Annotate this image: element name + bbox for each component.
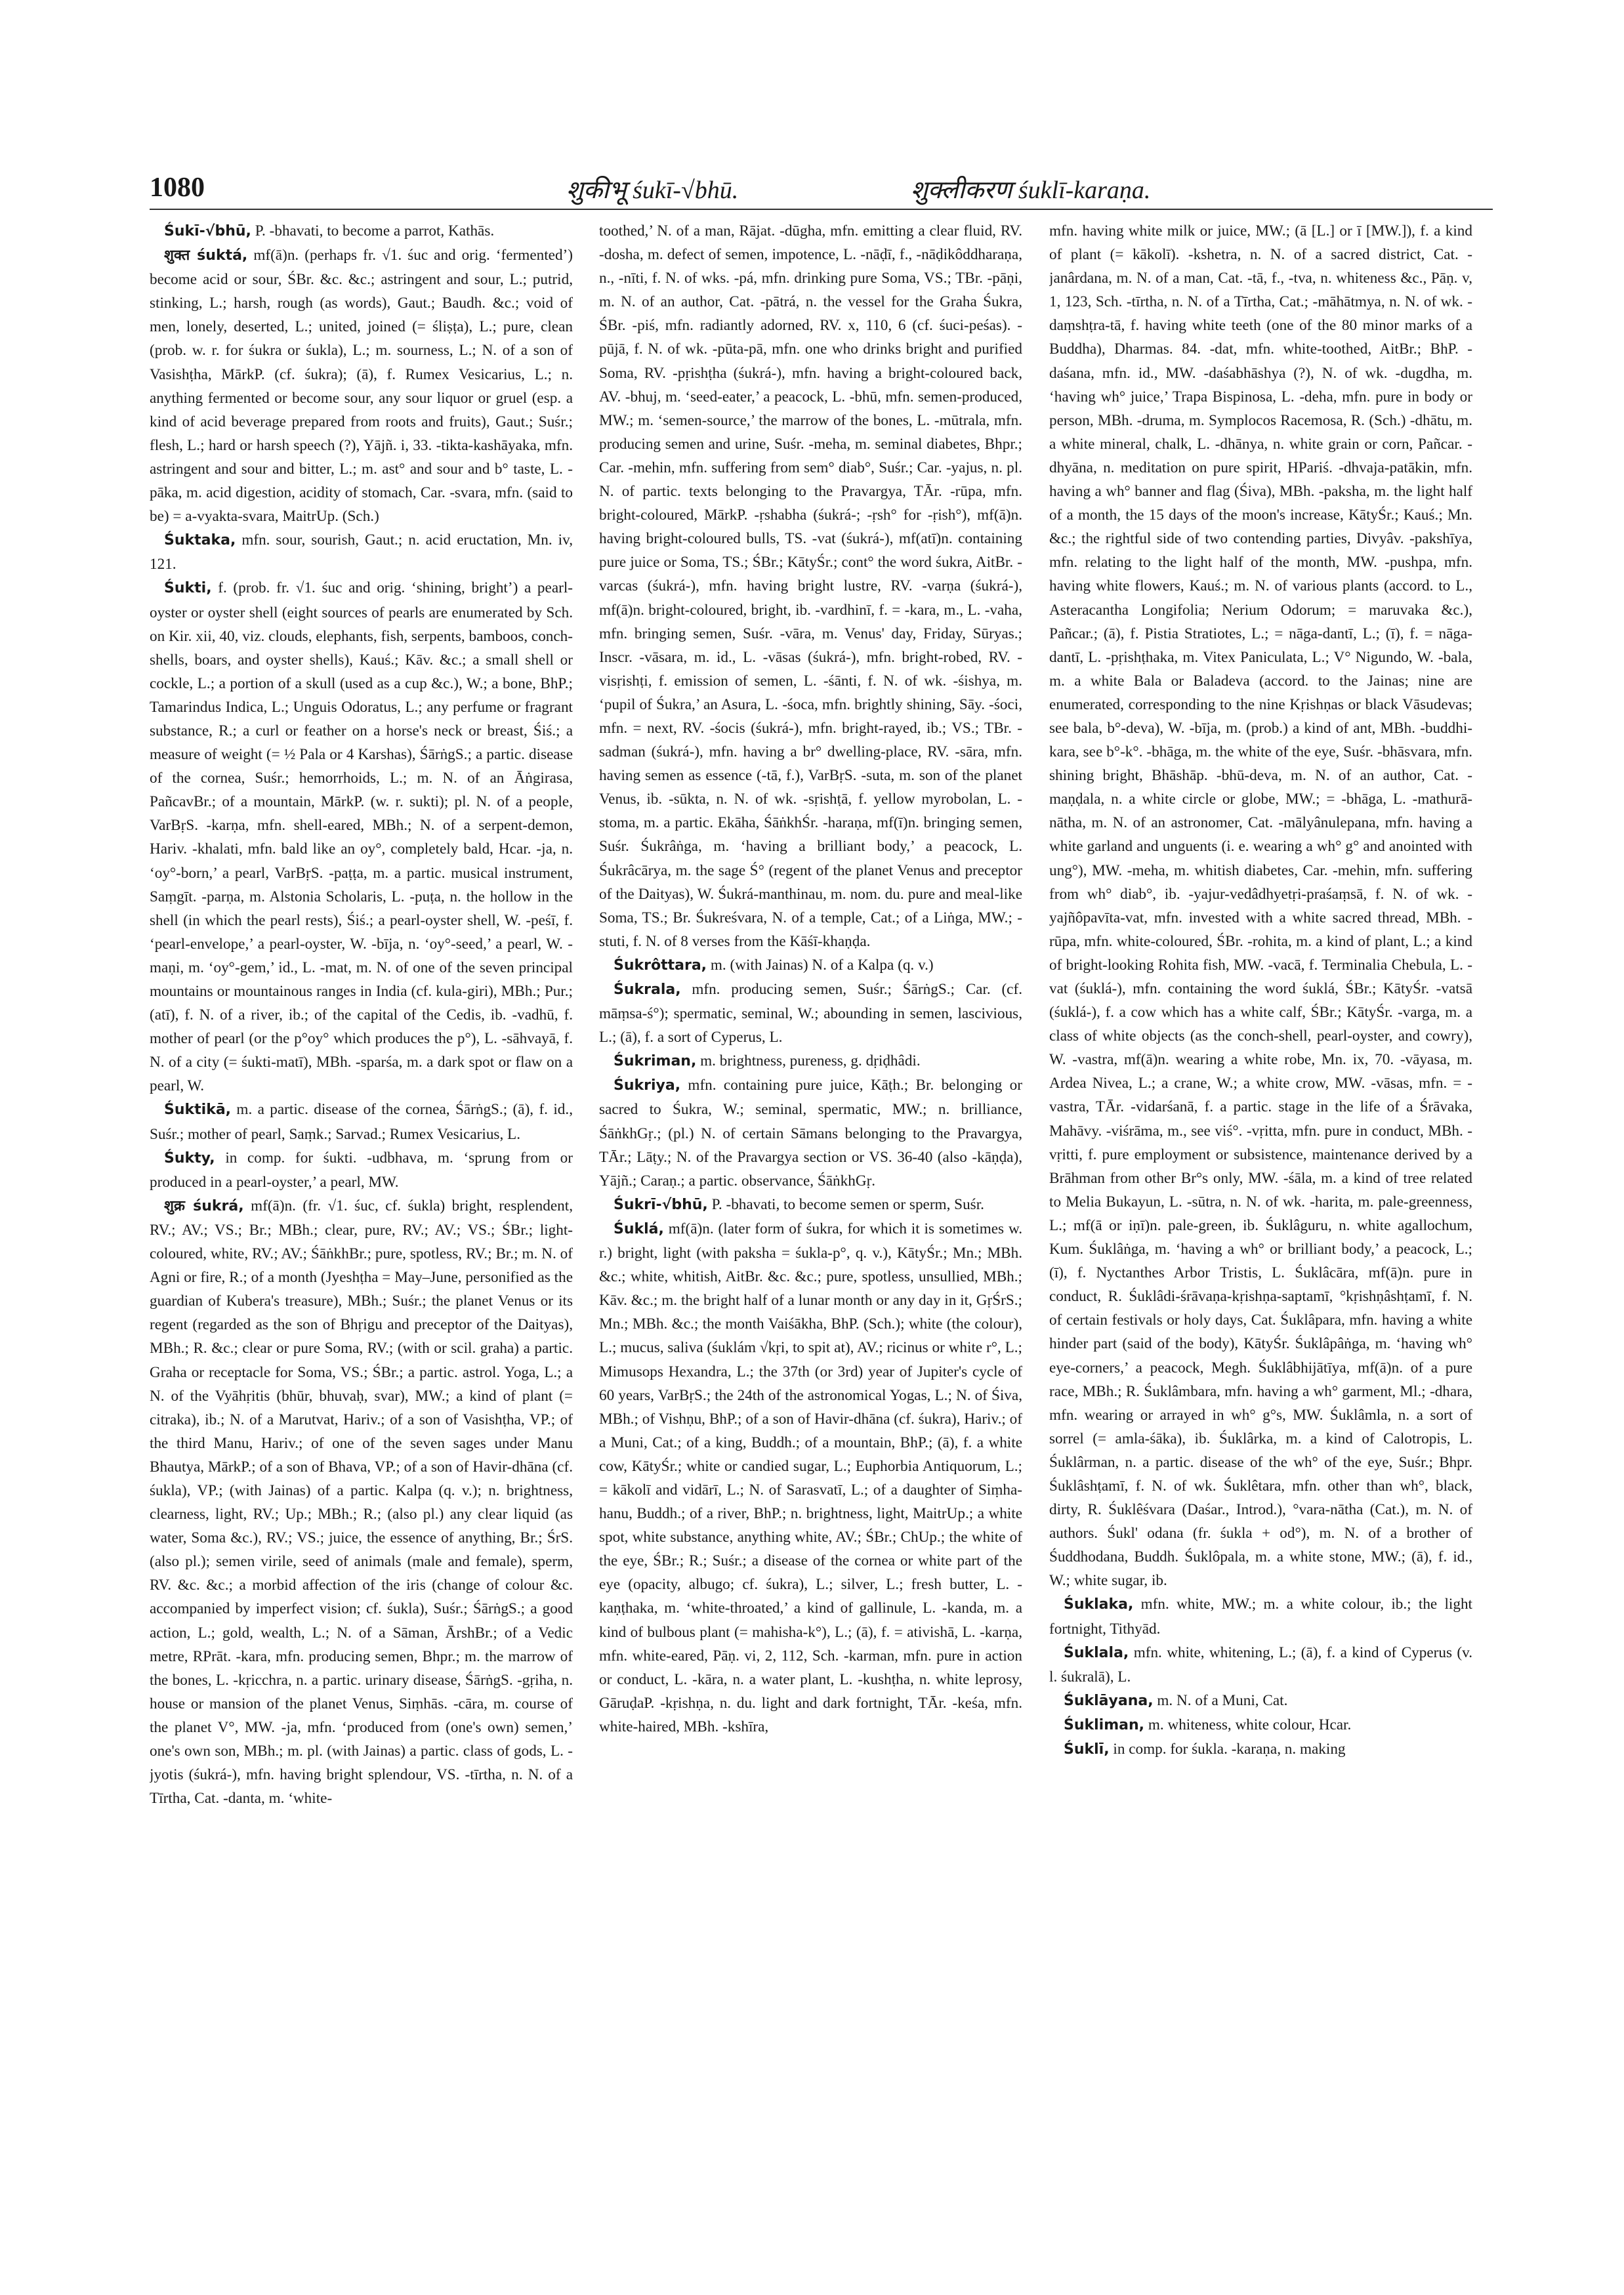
dictionary-entry [1049,1737,1472,1762]
left-running-headword: शुकीभू śukī-√bhū. [566,176,739,204]
dictionary-entry [150,219,573,243]
dictionary-entry [150,243,573,528]
entry-headword: Śuklala, [1064,1644,1129,1661]
dictionary-entry [150,1098,573,1146]
entry-headword: Śukī-√bhū, [164,223,251,239]
header-rule [150,209,1493,210]
entry-definition: in comp. for śukti. -udbhava, m. ‘sprung from or produced in a pearl-oyster,’ a pearl, MW. [150,1149,573,1191]
entry-headword: Śuktaka, [164,532,236,549]
dictionary-entry [1049,1689,1472,1713]
entry-definition: mfn. containing pure juice, Kāṭh.; Br. belonging or sacred to Śukra, W.; seminal, spermatic, MW.; n. brilliance, ŚāṅkhGṛ.; (pl.) N. of certain Sāmans belonging to the Pravargya, TĀr.; Lāṭy.; N. of the Pravargya section or VS. 36-40 (also -kāṇḍa), Yājñ.; Caraṇ.; a partic. observance, ŚāṅkhGṛ. [599,1077,1022,1189]
entry-definition: mfn. white, whitening, L.; (ā), f. a kind of Cyperus (v. l. śukralā), L. [1049,1644,1472,1685]
entry-headword: Śuktikā, [164,1102,232,1119]
dictionary-entry [150,1146,573,1194]
entry-headword: Śukti, [164,580,212,597]
entry-definition: mfn. white, MW.; m. a white colour, ib.; the light fortnight, Tithyād. [1049,1596,1472,1638]
entry-headword: Śuklaka, [1064,1596,1134,1613]
entry-definition: f. (prob. fr. √1. śuc and orig. ‘shining, bright’) a pearl-oyster or oyster shell (eight sources of pearls are enumerated by Sch. on Kir. xii, 40, viz. clouds, elephants, fish, serpents, bamboos, conch-shells, boars, and oyster shells), Kauś.; Kāv. &c.; a small shell or cockle, L.; a portion of a skull (used as a cup &c.), W.; a bone, BhP.; Tamarindus Indica, L.; Unguis Odoratus, L.; any perfume or fragrant substance, R.; a curl or feather on a horse's neck or breast, Śiś.; a measure of weight (= ½ Pala or 4 Karshas), ŚārṅgS.; a partic. disease of the cornea, Suśr.; hemorrhoids, L.; m. N. of an Āṅgirasa, PañcavBr.; of a mountain, MārkP. (w. r. sukti); pl. N. of a people, VarBṛS. -karṇa, mfn. shell-eared, MBh.; N. of a serpent-demon, Hariv. -khalati, mfn. bald like an oy°, completely bald, Hcar. -ja, n. ‘oy°-born,’ a pearl, VarBṛS. -paṭṭa, m. a partic. musical instrument, Saṃgīt. -parṇa, m. Alstonia Scholaris, L. -puṭa, n. the hollow in the shell (in which the pearl rests), Śiś.; a pearl-oyster shell, W. -peśī, f. ‘pearl-envelope,’ a pearl-oyster, W. -bīja, n. ‘oy°-seed,’ a pearl, W. -maṇi, m. ‘oy°-gem,’ id., L. -mat, m. N. of one of the seven principal mountains or mountainous ranges in India (cf. kula-giri), MBh.; Pur.; (atī), f. N. of a river, ib.; of the capital of the Cedis, ib. -vadhū, f. mother of pearl (or the p°oy° which produces the p°), L. -sāhvayā, f. N. of a city (= śukti-matī), MBh. -sparśa, m. a dark spot or flaw on a pearl, W. [150,579,573,1095]
entry-definition: toothed,’ N. of a man, Rājat. -dūgha, mfn. emitting a clear fluid, RV. -dosha, m. defect of semen, impotence, L. -nāḍī, f., -nāḍikôddharaṇa, n., -nīti, f. N. of wks. -pá, mfn. drinking pure Soma, VS.; TBr. -pāṇi, m. N. of an author, Cat. -pātrá, n. the vessel for the Graha Śukra, ŚBr. -piś, mfn. radiantly adorned, RV. x, 110, 6 (cf. śuci-peśas). -pūjā, f. N. of wk. -pūta-pā, mfn. one who drinks bright and purified Soma, RV. -pṛishṭha (śukrá-), mfn. having a bright-coloured back, AV. -bhuj, m. ‘seed-eater,’ a peacock, L. -bhū, mfn. semen-produced, MW.; m. ‘semen-source,’ the marrow of the bones, L. -mūtrala, mfn. producing semen and urine, Suśr. -meha, m. seminal diabetes, Bhpr.; Car. -mehin, mfn. suffering from sem° diab°, Suśr.; Car. -yajus, n. pl. N. of partic. texts belonging to the Pravargya, TĀr. -rūpa, mfn. bright-coloured, MārkP. -ṛshabha (śukrá-; -ṛsh° for -ṛish°), mf(ā)n. having bright-coloured bulls, TS. -vat (śukrá-), mf(atī)n. containing pure juice or Soma, TS.; ŚBr.; KātyŚr.; cont° the word śukra, AitBr. -varcas (śukrá-), mfn. having bright lustre, RV. -varṇa (śukrá-), mf(ā)n. bright-coloured, bright, ib. -vardhinī, f. = -kara, m., L. -vaha, mfn. bringing semen, Suśr. -vāra, m. Venus' day, Friday, Sūryas.; Inscr. -vāsara, m. id., L. -vāsas (śukrá-), mfn. bright-robed, RV. -visṛishṭi, f. emission of semen, L. -śānti, f. N. of wk. -śishya, m. ‘pupil of Śukra,’ an Asura, L. -śoca, mfn. brightly shining, Sāy. -śoci, mfn. = next, RV. -śocis (śukrá-), mfn. bright-rayed, ib.; VS.; TBr. -sadman (śukrá-), mfn. having a br° dwelling-place, RV. -sāra, mfn. having semen as essence (-tā, f.), VarBṛS. -suta, m. son of the planet Venus, ib. -sūkta, n. N. of wk. -sṛishṭā, f. yellow myrobolan, L. -stoma, m. a partic. Ekāha, ŚāṅkhŚr. -haraṇa, mf(ī)n. bringing semen, Suśr. Śukrâṅga, m. ‘having a brilliant body,’ a peacock, L. Śukrâcārya, m. the sage Ś° (regent of the planet Venus and preceptor of the Daityas), W. Śukrá-manthinau, m. nom. du. pure and meal-like Soma, TS.; Br. Śukreśvara, N. of a temple, Cat.; of a Liṅga, MW.; -stuti, f. N. of 8 verses from the Kāśī-khaṇḍa. [599,222,1022,950]
entry-headword: Śukrī-√bhū, [614,1196,708,1213]
entry-headword: शुक्र śukrá, [164,1197,244,1214]
dictionary-entry [150,1194,573,1810]
dictionary-entry [1049,1713,1472,1737]
right-running-headword: शुक्लीकरण śuklī-karaṇa. [911,176,1151,204]
entry-headword: Śukliman, [1064,1716,1145,1733]
entry-headword: Śukrôttara, [614,957,707,974]
entry-definition: m. brightness, pureness, g. dṛiḍhâdi. [696,1052,921,1070]
entry-definition: P. -bhavati, to become semen or sperm, Suśr. [707,1195,984,1213]
entry-headword: Śuklá, [614,1220,664,1237]
entry-definition: m. a partic. disease of the cornea, ŚārṅgS.; (ā), f. id., Suśr.; mother of pearl, Saṃk.; Sarvad.; Rumex Vesicarius, L. [150,1101,573,1143]
entry-headword: Śuklī, [1064,1741,1110,1758]
dictionary-entry [599,219,1022,953]
dictionary-entry [1049,1641,1472,1689]
dictionary-entry [599,1073,1022,1192]
entry-headword: Śuklāyana, [1064,1692,1154,1709]
column-1 [150,219,573,2240]
page-number: 1080 [150,173,205,203]
entry-definition: mfn. producing semen, Suśr.; ŚārṅgS.; Car. (cf. māṃsa-ś°); spermatic, seminal, W.; abounding in semen, lascivious, L.; (ā), f. a sort of Cyperus, L. [599,981,1022,1046]
dictionary-entry [599,1049,1022,1073]
entry-definition: m. N. of a Muni, Cat. [1153,1691,1288,1709]
dictionary-entry [599,1193,1022,1217]
entry-definition: in comp. for śukla. -karaṇa, n. making [1109,1741,1346,1758]
dictionary-entry [150,576,573,1098]
entry-headword: Śukriman, [614,1053,697,1070]
dictionary-entry [150,528,573,576]
entry-definition: mf(ā)n. (later form of śukra, for which it is sometimes w. r.) bright, light (with paksha = śukla-p°, q. v.), KātyŚr.; Mn.; MBh. &c.; white, whitish, AitBr. &c. &c.; pure, spotless, unsullied, MBh.; Kāv. &c.; m. the bright half of a lunar month or any day in it, GṛŚrS.; Mn.; MBh. &c.; the month Vaiśākha, BhP. (Sch.); white (the colour), L.; mucus, saliva (śuklám √kṛi, to spit at), AV.; ricinus or white r°, L.; Mimusops Hexandra, L.; the 37th (or 3rd) year of Jupiter's cycle of 60 years, VarBṛS.; the 24th of the astronomical Yogas, L.; N. of Śiva, MBh.; of Vishṇu, BhP.; of a son of Havir-dhāna (cf. śukra), Hariv.; of a Muni, Cat.; of a king, Buddh.; of a mountain, BhP.; (ā), f. a white cow, KātyŚr.; white or candied sugar, L.; Euphorbia Antiquorum, L.; = kākolī and vidārī, L.; N. of Sarasvatī, L.; of a daughter of Siṃha-hanu, Buddh.; of a river, BhP.; n. brightness, light, MaitrUp.; a white spot, white substance, anything white, AV.; ŚBr.; ChUp.; the white of the eye, ŚBr.; R.; Suśr.; a disease of the cornea or white part of the eye (opacity, albugo; cf. śukra), L.; silver, L.; fresh butter, L. -kaṇṭhaka, m. ‘white-throated,’ a kind of gallinule, L. -kanda, m. a kind of bulbous plant (= mahisha-k°), L.; (ā), f. = ativishā, L. -karṇa, mfn. white-eared, Pāṇ. vi, 2, 112, Sch. -karman, mfn. pure in action or conduct, L. -kāra, n. a water plant, L. -kushṭha, n. white leprosy, GāruḍaP. -kṛishṇa, n. du. light and dark fortnight, TĀr. -keśa, mfn. white-haired, MBh. -kshīra, [599,1220,1022,1735]
page-header [150,172,1493,211]
column-3 [1049,219,1472,2240]
entry-definition: mf(ā)n. (fr. √1. śuc, cf. śukla) bright, resplendent, RV.; AV.; VS.; Br.; MBh.; clear, pure, RV.; AV.; VS.; ŚBr.; light-coloured, white, RV.; AV.; ŚāṅkhBr.; pure, spotless, RV.; Br.; m. N. of Agni or fire, R.; of a month (Jyeshṭha = May–June, personified as the guardian of Kubera's treasure), MBh.; Suśr.; the planet Venus or its regent (regarded as the son of Bhṛigu and preceptor of the Daityas), MBh.; R. &c.; clear or pure Soma, RV.; (with or scil. graha) a partic. Graha or receptacle for Soma, VS.; ŚBr.; a partic. astrol. Yoga, L.; a N. of the Vyāhṛitis (bhūr, bhuvaḥ, svar), MW.; a kind of plant (= citraka), ib.; N. of a Marutvat, Hariv.; of a son of Vasishṭha, VP.; of the third Manu, Hariv.; of one of the seven sages under Manu Bhautya, MārkP.; of a son of Bhava, VP.; of a son of Havir-dhāna (cf. śukla), VP.; (with Jainas) of a partic. Kalpa (q. v.); n. brightness, clearness, light, RV.; Up.; MBh.; R.; (also pl.) any clear liquid (as water, Soma &c.), RV.; VS.; juice, the essence of anything, Br.; ŚrS. (also pl.); semen virile, seed of animals (male and female), sperm, RV. &c. &c.; a morbid affection of the iris (change of colour &c. accompanied by imperfect vision; cf. śukla), Suśr.; ŚārṅgS.; a good action, L.; gold, wealth, L.; N. of a Sāman, ĀrshBr.; of a Vedic metre, RPrāt. -kara, mfn. producing semen, Bhpr.; m. the marrow of the bones, L. -kṛicchra, n. a partic. urinary disease, ŚārṅgS. -gṛiha, n. house or mansion of the planet Venus, Siṃhās. -cāra, m. course of the planet V°, MW. -ja, mfn. ‘produced from (one's own) semen,’ one's own son, MBh.; m. pl. (with Jainas) a partic. class of gods, L. -jyotis (śukrá-), mfn. having bright splendour, VS. -tīrtha, n. N. of a Tīrtha, Cat. -danta, m. ‘white- [150,1197,573,1808]
entry-headword: Śukrala, [614,982,681,998]
entry-definition: m. (with Jainas) N. of a Kalpa (q. v.) [707,956,934,974]
dictionary-entry [599,953,1022,978]
entry-headword: Śukriya, [614,1077,681,1094]
entry-definition: P. -bhavati, to become a parrot, Kathās. [251,222,495,239]
entry-definition: mfn. having white milk or juice, MW.; (ā [L.] or ī [MW.]), f. a kind of plant (= kākolī). -kshetra, n. N. of a sacred district, Cat. -janârdana, m. N. of a man, Cat. -tā, f., -tva, n. whiteness &c., Pāṇ. v, 1, 123, Sch. -tīrtha, n. N. of a Tīrtha, Cat.; -māhātmya, n. N. of wk. -daṃshṭra-tā, f. having white teeth (one of the 80 minor marks of a Buddha), Dharmas. 84. -dat, mfn. white-toothed, AitBr.; BhP. -daśana, mfn. id., MW. -daśabhāshya (?), N. of wk. -dugdha, m. ‘having wh° juice,’ Trapa Bispinosa, L. -deha, mfn. pure in body or person, MBh. -druma, m. Symplocos Racemosa, R. (Sch.) -dhātu, m. a white mineral, chalk, L. -dhānya, n. white grain or corn, Pañcar. -dhyāna, n. meditation on pure spirit, HPariś. -dhvaja-patākin, mfn. having a wh° banner and flag (Śiva), MBh. -paksha, m. the light half of a month, the 15 days of the moon's increase, KātyŚr.; Kauś.; Mn. &c.; the rightful side of two contending parties, Divyâv. -pakshīya, mfn. relating to the light half of the month, MW. -pushpa, mfn. having white flowers, Kauś.; m. N. of various plants (accord. to L., Asteracantha Longifolia; Nerium Odorum; = maruvaka &c.), Pañcar.; (ā), f. Pistia Stratiotes, L.; = nāga-dantī, L.; (ī), f. = nāga-dantī, L. -pṛishṭhaka, m. Vitex Paniculata, L.; V° Nigundo, W. -bala, m. a white Bala or Baladeva (accord. to the Jainas; nine are enumerated, corresponding to the nine Kṛishṇas or black Vāsudevas; see bala, b°-deva), W. -bīja, m. (prob.) a kind of ant, MBh. -buddhi-kara, see b°-k°. -bhāga, m. the white of the eye, Suśr. -bhāsvara, mfn. shining bright, Bhāshāp. -bhū-deva, m. N. of an author, Cat. -maṇḍala, n. a white circle or globe, MW.; = -bhāga, L. -mathurā-nātha, m. N. of an astronomer, Cat. -mālyânulepana, mfn. having a white garland and unguents (i. e. wearing a wh° g° and anointed with ung°), MW. -meha, m. whitish diabetes, Car. -mehin, mfn. suffering from wh° diab°, ib. -yajur-vedâdhyetṛi-praśaṃsā, f. N. of wk. -yajñôpavīta-vat, mfn. invested with a white sacred thread, MBh. -rūpa, mfn. white-coloured, ŚBr. -rohita, m. a kind of plant, L.; a kind of bright-looking Rohita fish, MW. -vacā, f. Terminalia Chebula, L. -vat (śuklá-), mfn. containing the word śuklá, ŚBr.; KātyŚr. -vatsā (śuklá-), f. a cow which has a white calf, ŚBr.; KātyŚr. -varga, m. a class of white objects (as the conch-shell, pearl-oyster, and cowry), W. -vastra, mf(ā)n. wearing a white robe, Mn. ix, 70. -vāyasa, m. Ardea Nivea, L.; a crane, W.; a white crow, MW. -vāsas, mfn. = -vastra, TĀr. -vidarśanā, f. a partic. stage in the life of a Śrāvaka, Mahāvy. -viśrāma, m., see viś°. -vṛitta, mfn. pure in conduct, MBh. -vṛitti, f. pure employment or subsistence, maintenance derived by a Brāhman from other Br°s only, MW. -śāla, m. a kind of tree related to Melia Bukayun, L. -sūtra, n. N. of wk. -harita, m. pale-greenness, L.; mf(ā or iṇī)n. pale-green, ib. Śuklâguru, n. white agallochum, Kum. Śuklâṅga, m. ‘having a wh° or brilliant body,’ a peacock, L.; (ī), f. Nyctanthes Arbor Tristis, L. Śuklâcāra, mf(ā)n. pure in conduct, R. Śuklâdi-śrāvaṇa-kṛishṇa-saptamī, °kṛishṇâshṭamī, f. N. of certain festivals or holy days, Cat. Śuklâpara, mfn. having a white hinder part (said of the body), KātyŚr. Śuklâpâṅga, m. ‘having wh° eye-corners,’ a peacock, Megh. Śuklâbhijātīya, mf(ā)n. of a pure race, MBh.; R. Śuklâmbara, mfn. having a wh° garment, Ml.; -dhara, mfn. wearing or arrayed in wh° g°s, MW. Śuklâmla, n. a sort of sorrel (= amla-śāka), ib. Śuklârka, m. a kind of Calotropis, L. Śuklârman, n. a partic. disease of the wh° of the eye, Suśr.; Bhpr. Śuklâshṭamī, f. N. of wk. Śuklêtara, mfn. other than wh°, black, dirty, R. Śuklêśvara (Daśar., Introd.), °vara-nātha (Cat.), m. N. of authors. Śukl' odana (fr. śukla + od°), m. N. of a brother of Śuddhodana, Buddh. Śuklôpala, m. a white stone, MW.; (ā), f. id., W.; white sugar, ib. [1049,222,1472,1590]
entry-definition: m. whiteness, white colour, Hcar. [1144,1716,1352,1733]
entry-definition: mf(ā)n. (perhaps fr. √1. śuc and orig. ‘fermented’) become acid or sour, ŚBr. &c. &c.; astringent and sour, L.; putrid, stinking, L.; harsh, rough (as words), Gaut.; Baudh. &c.; void of men, lonely, deserted, L.; united, joined (= śliṣṭa), L.; pure, clean (prob. w. r. for śukra or śukla), L.; m. sourness, L.; N. of a son of Vasishṭha, MārkP. (cf. śukra); (ā), f. Rumex Vesicarius, L.; n. anything fermented or become sour, any sour liquor or gruel (esp. a kind of acid beverage prepared from roots and fruits), Gaut.; Suśr.; flesh, L.; hard or harsh speech (?), Yājñ. i, 33. -tikta-kashāyaka, mfn. astringent and sour and bitter, L.; m. ast° and sour and b° taste, L. -pāka, m. acid digestion, acidity of stomach, Car. -svara, mfn. (said to be) = a-vyakta-svara, MaitrUp. (Sch.) [150,247,573,526]
dictionary-entry [1049,1592,1472,1640]
dictionary-entry [599,978,1022,1049]
column-2 [599,219,1022,2240]
entry-headword: शुक्त śuktá, [164,247,248,264]
dictionary-entry [599,1217,1022,1739]
entry-definition: mfn. sour, sourish, Gaut.; n. acid eructation, Mn. iv, 121. [150,531,573,573]
dictionary-entry [1049,219,1472,1592]
entry-headword: Śukty, [164,1149,215,1167]
